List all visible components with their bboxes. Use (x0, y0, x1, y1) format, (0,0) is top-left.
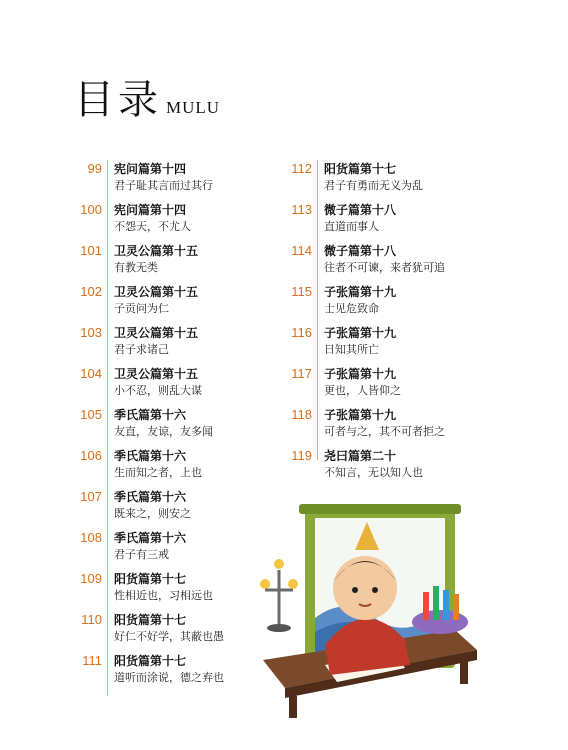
entry-quote: 士见危致命 (324, 302, 379, 315)
entry-quote: 直道而事人 (324, 220, 379, 233)
toc-entry[interactable] (280, 283, 495, 324)
chapter-title: 季氏篇第十六 (114, 531, 187, 545)
page-number: 100 (80, 202, 102, 217)
chapter-title: 宪问篇第十四 (114, 203, 187, 217)
chapter-title: 阳货篇第十七 (114, 572, 187, 586)
scholar-illustration (255, 500, 485, 725)
entry-quote: 小不忍，则乱大谋 (114, 384, 202, 397)
chapter-title: 卫灵公篇第十五 (114, 367, 199, 381)
chapter-title: 卫灵公篇第十五 (114, 326, 199, 340)
entry-quote: 君子有三戒 (114, 548, 169, 561)
entry-quote: 往者不可谏，来者犹可追 (324, 261, 445, 274)
page-number: 109 (80, 571, 102, 586)
toc-entry[interactable] (280, 406, 495, 447)
page-number: 112 (291, 161, 312, 176)
chapter-title: 宪问篇第十四 (114, 162, 187, 176)
chapter-title: 季氏篇第十六 (114, 449, 187, 463)
page-number: 108 (80, 530, 102, 545)
toc-entry[interactable] (280, 201, 495, 242)
entry-quote: 好仁不好学，其蔽也愚 (114, 630, 224, 643)
toc-entry[interactable] (70, 447, 275, 488)
entry-quote: 性相近也，习相远也 (114, 589, 213, 602)
page-number: 101 (80, 243, 102, 258)
page-title (74, 77, 221, 123)
page-number: 107 (80, 489, 102, 504)
entry-quote: 子贡问为仁 (114, 302, 169, 315)
entry-quote: 君子耻其言而过其行 (114, 179, 213, 192)
page-number: 110 (81, 612, 102, 627)
entry-quote: 君子有勇而无义为乱 (324, 179, 423, 192)
chapter-title: 阳货篇第十七 (114, 654, 187, 668)
toc-entry[interactable] (70, 201, 275, 242)
page-number: 113 (291, 202, 312, 217)
title-chinese: 目录 (74, 77, 162, 123)
chapter-title: 阳货篇第十七 (324, 162, 397, 176)
chapter-title: 季氏篇第十六 (114, 408, 187, 422)
title-pinyin: MULU (166, 98, 221, 117)
entry-quote: 不怨天，不尤人 (114, 220, 191, 233)
toc-entry[interactable] (280, 242, 495, 283)
entry-quote: 日知其所亡 (324, 343, 379, 356)
candle-stand-icon (260, 559, 298, 632)
toc-column-left (70, 160, 275, 693)
toc-entry[interactable] (70, 365, 275, 406)
chapter-title: 尧曰篇第二十 (324, 449, 397, 463)
entry-quote: 可者与之，其不可者拒之 (324, 425, 445, 438)
page-number: 116 (291, 325, 312, 340)
page-number: 104 (80, 366, 102, 381)
toc-column-right (280, 160, 495, 488)
chapter-title: 子张篇第十九 (324, 408, 397, 422)
page-number: 111 (82, 653, 102, 668)
entry-quote: 更也，人皆仰之 (324, 384, 401, 397)
toc-entry[interactable] (70, 611, 275, 652)
page-number: 118 (291, 407, 312, 422)
page-number: 102 (80, 284, 102, 299)
toc-entry[interactable] (70, 652, 275, 693)
entry-quote: 有教无类 (114, 261, 158, 274)
entry-quote: 生而知之者，上也 (114, 466, 202, 479)
chapter-title: 卫灵公篇第十五 (114, 244, 199, 258)
entry-quote: 君子求诸己 (114, 343, 169, 356)
page-number: 105 (80, 407, 102, 422)
toc-entry[interactable] (70, 529, 275, 570)
toc-entry[interactable] (70, 488, 275, 529)
toc-entry[interactable] (280, 160, 495, 201)
chapter-title: 微子篇第十八 (324, 244, 397, 258)
toc-entry[interactable] (280, 324, 495, 365)
chapter-title: 微子篇第十八 (324, 203, 397, 217)
chapter-title: 子张篇第十九 (324, 367, 397, 381)
toc-entry[interactable] (70, 242, 275, 283)
entry-quote: 友直，友谅，友多闻 (114, 425, 213, 438)
chapter-title: 阳货篇第十七 (114, 613, 187, 627)
page-number: 115 (291, 284, 312, 299)
entry-quote: 不知言，无以知人也 (324, 466, 423, 479)
page-number: 103 (80, 325, 102, 340)
page-number: 106 (80, 448, 102, 463)
chapter-title: 子张篇第十九 (324, 285, 397, 299)
page-number: 119 (291, 448, 312, 463)
page-number: 117 (291, 366, 312, 381)
entry-quote: 道听而涂说，德之弃也 (114, 671, 224, 684)
chapter-title: 卫灵公篇第十五 (114, 285, 199, 299)
toc-entry[interactable] (70, 160, 275, 201)
chapter-title: 季氏篇第十六 (114, 490, 187, 504)
entry-quote: 既来之，则安之 (114, 507, 191, 520)
toc-entry[interactable] (280, 447, 495, 488)
toc-entry[interactable] (70, 570, 275, 611)
page-number: 114 (291, 243, 312, 258)
toc-entry[interactable] (70, 283, 275, 324)
page-number: 99 (87, 161, 102, 176)
toc-entry[interactable] (280, 365, 495, 406)
toc-entry[interactable] (70, 324, 275, 365)
toc-entry[interactable] (70, 406, 275, 447)
chapter-title: 子张篇第十九 (324, 326, 397, 340)
